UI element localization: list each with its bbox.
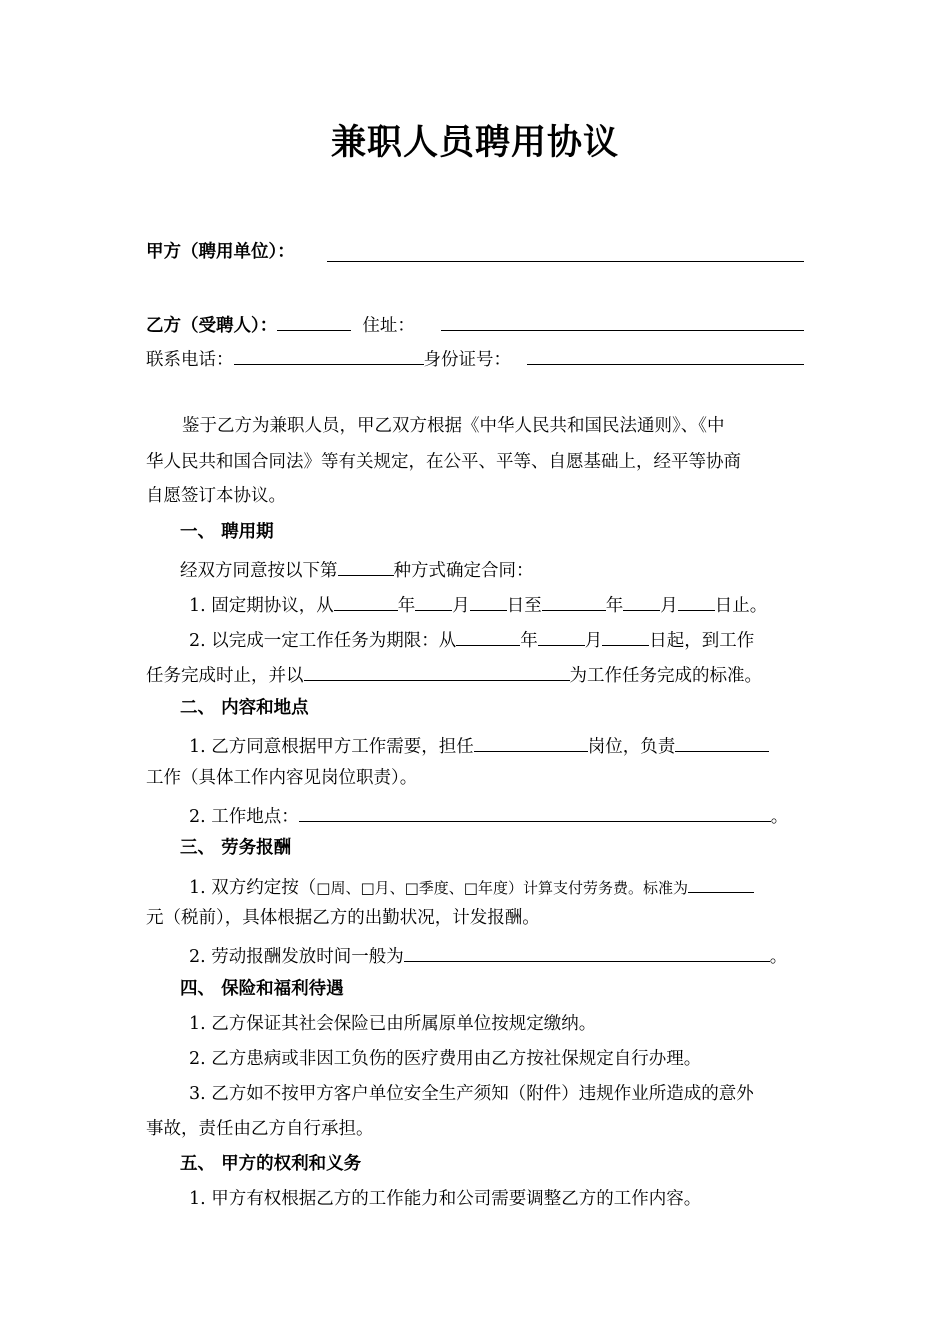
s2-item-2 [189,801,788,829]
s1-item2-year: 年 [520,631,538,651]
s1-item-1 [189,590,767,618]
id-label: 身份证号： [423,350,511,370]
s3-paytime-blank [404,941,770,962]
section-4-heading: 四、 保险和福利待遇 [180,979,344,999]
preamble-line-2: 华人民共和国合同法》等有关规定，在公平、平等、自愿基础上，经平等协商 [146,452,741,472]
s1-item2-month: 月 [584,631,603,651]
s1-intro [180,555,534,583]
s2-item2-text: 2. 工作地点： [189,807,299,827]
s2-item-1-cont: 工作（具体工作内容见岗位职责）。 [146,768,418,788]
s1-item2-year-blank [456,625,520,646]
s1-item1-text: 1. 固定期协议，从 [189,596,334,616]
document-title: 兼职人员聘用协议 [330,123,619,163]
s2-item-1 [189,731,769,759]
s3-item1-text-a: 1. 双方约定按（ [189,878,317,898]
s1-intro-text-b: 种方式确定合同： [393,561,534,581]
s1-item-2 [189,625,754,653]
s4-item-2: 2. 乙方患病或非因工负伤的医疗费用由乙方按社保规定自行办理。 [189,1049,702,1069]
s2-item1-text-b: 岗位，负责 [587,737,676,757]
s1-item2-day-blank [602,625,649,646]
section-5-heading: 五、 甲方的权利和义务 [180,1154,362,1174]
s4-item-3: 3. 乙方如不按甲方客户单位安全生产须知（附件）违规作业所造成的意外 [189,1084,754,1104]
s1-intro-text-a: 经双方同意按以下第 [180,561,338,581]
party-a-blank [327,261,804,262]
address-blank [441,330,804,331]
s2-duty-blank [675,731,769,752]
s1-option-blank [338,555,394,576]
s1-item2-cont-text-a: 任务完成时止，并以 [146,666,304,686]
s3-item-1-cont: 元（税前），具体根据乙方的出勤状况，计发报酬。 [146,908,540,928]
s1-item1-year1-blank [334,590,398,611]
party-b-name-blank [277,310,351,331]
s1-item-2-cont [146,660,762,688]
phone-blank [234,344,424,365]
s1-item1-end: 日止。 [714,596,768,616]
s2-location-blank [299,801,771,822]
s2-position-blank [474,731,588,752]
s3-item1-text-b: □周、□月、□季度、□年度）计算支付劳务费。标准为 [316,879,688,897]
s2-item2-end: 。 [770,807,789,827]
s1-item1-day1-blank [470,590,507,611]
s5-item-1: 1. 甲方有权根据乙方的工作能力和公司需要调整乙方的工作内容。 [189,1189,702,1209]
section-3-heading: 三、 劳务报酬 [180,838,292,858]
s1-item2-text: 2. 以完成一定工作任务为期限：从 [189,631,457,651]
s4-item-3-cont: 事故，责任由乙方自行承担。 [146,1119,374,1139]
s1-item1-month2-blank [623,590,660,611]
section-2-heading: 二、 内容和地点 [180,698,309,718]
s3-item2-end: 。 [769,947,788,967]
party-b-label: 乙方（受聘人）： [146,316,278,336]
s1-item1-year2: 年 [605,596,624,616]
s1-item1-year1: 年 [397,596,416,616]
s1-item1-year2-blank [542,590,606,611]
s1-item2-end: 日起，到工作 [649,631,755,651]
s3-rate-blank [688,872,754,893]
s1-item2-cont-text-b: 为工作任务完成的标准。 [569,666,762,686]
section-1-heading: 一、 聘用期 [180,522,274,542]
s1-item2-standard-blank [304,660,570,681]
party-b-row [146,310,415,338]
address-label: 住址： [362,316,415,336]
s3-item-2 [189,941,787,969]
s4-item-1: 1. 乙方保证其社会保险已由所属原单位按规定缴纳。 [189,1014,597,1034]
id-blank [527,364,804,365]
s2-item1-text-a: 1. 乙方同意根据甲方工作需要，担任 [189,737,474,757]
s3-item-1 [189,872,754,900]
party-a-label: 甲方（聘用单位）： [146,242,295,262]
s3-item2-text: 2. 劳动报酬发放时间一般为 [189,947,404,967]
s1-item2-month-blank [538,625,585,646]
s1-item1-month2: 月 [660,596,678,616]
phone-label: 联系电话： [146,350,234,370]
preamble-line-1: 鉴于乙方为兼职人员，甲乙双方根据《中华人民共和国民法通则》、《中 [182,416,725,436]
s1-item1-day1: 日至 [506,596,542,616]
s1-item1-month1-blank [415,590,452,611]
contact-row [146,344,511,372]
s1-item1-day2-blank [678,590,715,611]
preamble-line-3: 自愿签订本协议。 [146,486,286,506]
s1-item1-month1: 月 [452,596,470,616]
